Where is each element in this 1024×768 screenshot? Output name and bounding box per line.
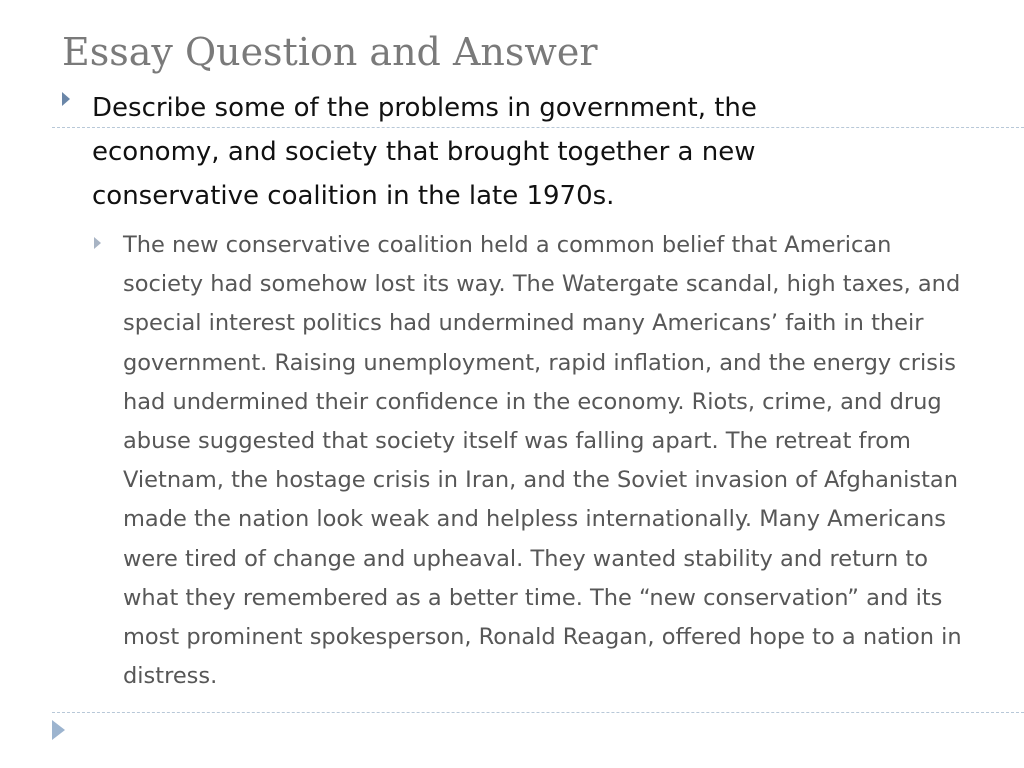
bottom-dashed-divider (52, 712, 1024, 713)
triangle-bullet-icon (62, 92, 75, 106)
play-arrow-icon (52, 720, 65, 740)
essay-answer: The new conservative coalition held a common belief that American society had somehow lost its way. The Watergate scandal, high taxes, and special interest politics had undermined many Americans’ faith in their government. Raising unemployment, rapid inflation, and the energy crisis had undermined their confidence in the economy. Riots, crime, and drug abuse suggested that society itself was falling apart. The retreat from Vietnam, the hostage crisis in Iran, and the Soviet invasion of Afghanistan made the nation look weak and helpless internationally. Many Americans were tired of change and upheaval. They wanted stability and return to what they remembered as a better time. The “new conservation” and its most prominent spokesperson, Ronald Reagan, offered hope to a nation in distress. (123, 232, 962, 690)
triangle-bullet-icon (94, 237, 101, 249)
slide-title: Essay Question and Answer (62, 30, 598, 74)
essay-question: Describe some of the problems in government, the economy, and society that brought together a new conservative coalition in the late 1970s. (92, 93, 757, 211)
